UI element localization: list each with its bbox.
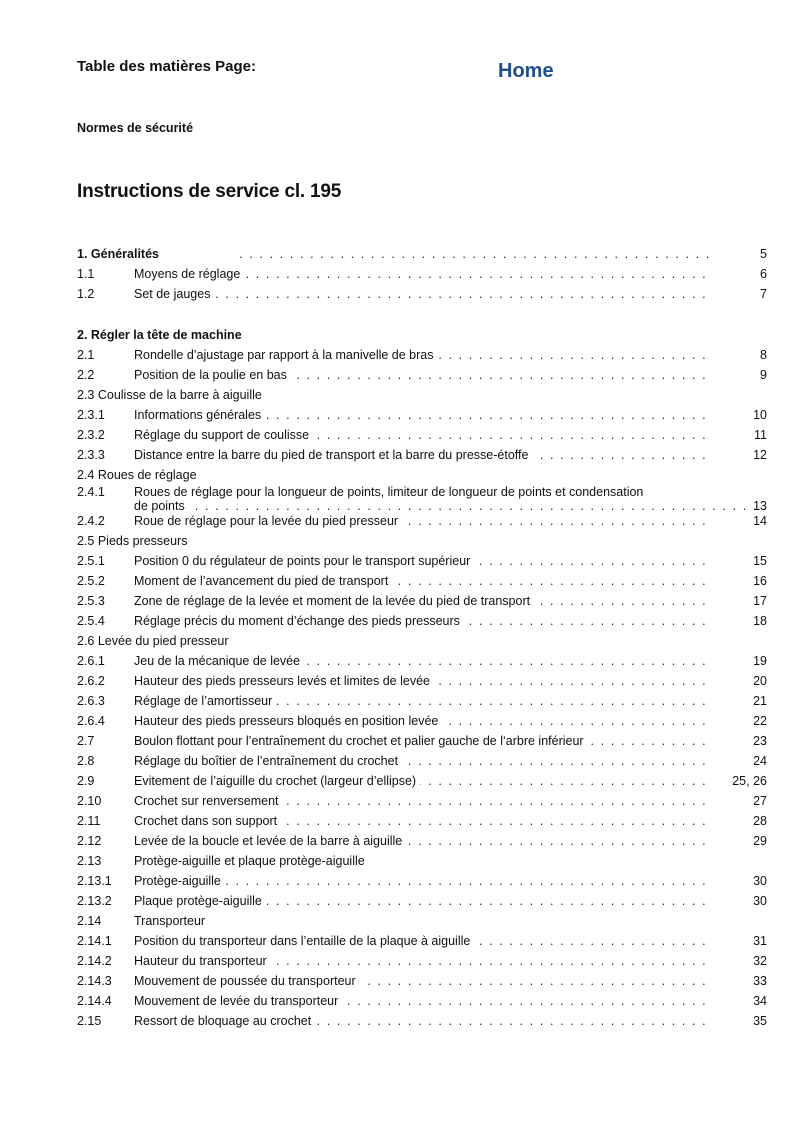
toc-entry (77, 631, 767, 651)
toc-entry-number: 2.11 (77, 814, 101, 828)
toc-entry-title: Distance entre la barre du pied de transport et la barre du presse-étoffe . . . (134, 445, 709, 465)
toc-entry-page[interactable]: 23 (753, 734, 767, 748)
toc-entry-page[interactable]: 10 (753, 408, 767, 422)
toc-entry[interactable] (77, 264, 767, 284)
toc-entry-number: 2.3.2 (77, 428, 105, 442)
toc-entry-number: 2.6.4 (77, 714, 105, 728)
toc-entry[interactable] (77, 871, 767, 891)
toc-entry (77, 385, 767, 405)
toc-entry-number: 2.4.2 (77, 514, 105, 528)
toc-entry[interactable] (77, 711, 767, 731)
toc-entry-page[interactable]: 11 (754, 428, 767, 442)
toc-entry-page[interactable]: 13 (753, 499, 767, 513)
toc-entry-title: Mouvement de levée du transporteur . . . (134, 991, 709, 1011)
toc-entry (77, 465, 767, 485)
toc-entry-page[interactable]: 6 (760, 267, 767, 281)
toc-entry-number: 2.13 (77, 854, 102, 868)
toc-entry-number: 2.7 (77, 734, 95, 748)
safety-standards-title: Normes de sécurité (77, 121, 194, 135)
document-title: Instructions de service cl. 195 (77, 181, 342, 202)
toc-entry[interactable] (77, 791, 767, 811)
toc-entry-title: Jeu de la mécanique de levée . . . (134, 651, 709, 671)
toc-entry-number: 2.13.2 (77, 894, 112, 908)
toc-entry[interactable] (77, 931, 767, 951)
toc-entry-page[interactable]: 24 (753, 754, 767, 768)
toc-entry-title: Plaque protège-aiguille . . . (134, 891, 709, 911)
toc-entry-title: Position du transporteur dans l’entaille de la plaque à aiguille . . . (134, 931, 709, 951)
toc-entry-page[interactable]: 34 (753, 994, 767, 1008)
toc-entry-number: 2.4 Roues de réglage (77, 468, 197, 482)
toc-entry-page[interactable]: 28 (753, 814, 767, 828)
toc-entry-title: Hauteur du transporteur . . . (134, 951, 709, 971)
toc-entry[interactable] (77, 971, 767, 991)
toc-entry-number: 2.14 (77, 914, 102, 928)
toc-entry-number: 2.14.3 (77, 974, 112, 988)
toc-entry-page[interactable]: 29 (753, 834, 767, 848)
toc-entry-page[interactable]: 15 (753, 554, 767, 568)
toc-entry-title: Roues de réglage pour la longueur de points, limiteur de longueur de points et condensation de points . . . (134, 485, 767, 519)
toc-entry-number: 1.2 (77, 287, 95, 301)
toc-entry-page[interactable]: 27 (753, 794, 767, 808)
toc-entry-number: 2.5.2 (77, 574, 105, 588)
toc-entry-number: 2.5 Pieds presseurs (77, 534, 188, 548)
toc-entry-title: Réglage du boîtier de l’entraînement du crochet . . . (134, 751, 709, 771)
toc-entry-page[interactable]: 8 (760, 348, 767, 362)
toc-entry[interactable] (77, 445, 767, 465)
toc-entry-page[interactable]: 16 (753, 574, 767, 588)
toc-entry[interactable] (77, 611, 767, 631)
toc-entry-title: Réglage du support de coulisse . . . (134, 425, 709, 445)
toc-entry-title: Moment de l’avancement du pied de transport . . . (134, 571, 709, 591)
toc-entry-title: Protège-aiguille et plaque protège-aiguille (134, 851, 709, 871)
toc-entry-number: 2.9 (77, 774, 95, 788)
toc-entry-title: Set de jauges . . . (134, 284, 709, 304)
toc-header-title: Table des matières Page: (77, 58, 256, 75)
toc-entry[interactable] (77, 831, 767, 851)
toc-entry-page[interactable]: 30 (753, 894, 767, 908)
toc-entry[interactable] (77, 244, 767, 264)
toc-entry-page[interactable]: 12 (753, 448, 767, 462)
toc-entry[interactable] (77, 365, 767, 385)
toc-entry-number: 2.5.3 (77, 594, 105, 608)
toc-entry-title: Informations générales . . . (134, 405, 709, 425)
toc-entry-title: Réglage précis du moment d’échange des pieds presseurs . . . (134, 611, 709, 631)
toc-entry-page[interactable]: 18 (753, 614, 767, 628)
toc-entry-number: 2.6 Levée du pied presseur (77, 634, 229, 648)
toc-entry (77, 911, 767, 931)
toc-entry[interactable] (77, 1011, 767, 1031)
toc-entry-title: Levée de la boucle et levée de la barre à aiguille . . . (134, 831, 709, 851)
toc-entry[interactable] (77, 284, 767, 304)
toc-entry-page[interactable]: 14 (753, 514, 767, 528)
toc-entry-title: Mouvement de poussée du transporteur . . . (134, 971, 709, 991)
toc-entry (77, 325, 767, 345)
toc-entry-leader (229, 244, 709, 264)
toc-entry-page[interactable]: 25, 26 (732, 774, 767, 788)
toc-entry-title: Position de la poulie en bas . . . (134, 365, 709, 385)
toc-entry[interactable] (77, 345, 767, 365)
toc-entry-number: 2.5.4 (77, 614, 105, 628)
toc-entry-title: Réglage de l’amortisseur . . . (134, 691, 709, 711)
toc-entry-title: Boulon flottant pour l’entraînement du crochet et palier gauche de l‘arbre inférieur . . . (134, 731, 709, 751)
toc-entry-title: Transporteur (134, 911, 709, 931)
toc-entry-page[interactable]: 32 (753, 954, 767, 968)
toc-entry-number: 2.14.4 (77, 994, 112, 1008)
toc-entry[interactable] (77, 771, 767, 791)
toc-entry-title: Moyens de réglage . . . (134, 264, 709, 284)
toc-entry[interactable] (77, 731, 767, 751)
toc-entry-title: Zone de réglage de la levée et moment de la levée du pied de transport . . . (134, 591, 709, 611)
toc-entry-page[interactable]: 31 (753, 934, 767, 948)
toc-entry-number: 2.4.1 (77, 485, 105, 499)
toc-entry[interactable] (77, 991, 767, 1011)
toc-entry-number: 2.1 (77, 348, 95, 362)
toc-entry[interactable] (77, 751, 767, 771)
toc-entry-title: Evitement de l’aiguille du crochet (largeur d’ellipse) . . . (134, 771, 709, 791)
toc-entry-page[interactable]: 5 (760, 247, 767, 261)
toc-entry-title: Roue de réglage pour la levée du pied presseur . . . (134, 511, 709, 531)
toc-entry-number: 2.3 Coulisse de la barre à aiguille (77, 388, 262, 402)
toc-entry-number: 2.3.3 (77, 448, 105, 462)
toc-entry-number: 2.14.1 (77, 934, 112, 948)
toc-entry-title: Hauteur des pieds presseurs bloqués en position levée . . . (134, 711, 709, 731)
toc-entry-number: 2.14.2 (77, 954, 112, 968)
toc-entry-number: 2. Régler la tête de machine (77, 328, 242, 342)
toc-entry[interactable] (77, 591, 767, 611)
toc-entry-title: Rondelle d’ajustage par rapport à la manivelle de bras . . . (134, 345, 709, 365)
toc-entry-page[interactable]: 35 (753, 1014, 767, 1028)
toc-entry[interactable] (77, 571, 767, 591)
toc-entry[interactable] (77, 651, 767, 671)
toc-entry-page[interactable]: 17 (753, 594, 767, 608)
toc-entry[interactable] (77, 425, 767, 445)
toc-entry-number: 2.6.2 (77, 674, 105, 688)
toc-entry-number: 2.5.1 (77, 554, 105, 568)
toc-entry-page[interactable]: 9 (760, 368, 767, 382)
toc-entry-number: 1.1 (77, 267, 95, 281)
toc-entry-number: 2.10 (77, 794, 102, 808)
toc-entry[interactable] (77, 891, 767, 911)
toc-entry[interactable] (77, 405, 767, 425)
toc-entry[interactable] (77, 811, 767, 831)
home-link[interactable]: Home (498, 60, 554, 82)
toc-entry-page[interactable]: 19 (753, 654, 767, 668)
toc-entry[interactable] (77, 511, 767, 531)
toc-entry[interactable] (77, 951, 767, 971)
toc-entry-number: 2.2 (77, 368, 95, 382)
toc-entry (77, 531, 767, 551)
toc-entry-number: 2.6.1 (77, 654, 105, 668)
toc-entry-number: 2.6.3 (77, 694, 105, 708)
toc-entry-title: Hauteur des pieds presseurs levés et limites de levée . . . (134, 671, 709, 691)
toc-entry[interactable] (77, 551, 767, 571)
toc-entry-page[interactable]: 21 (753, 694, 767, 708)
toc-entry-title: Crochet sur renversement . . . (134, 791, 709, 811)
toc-entry-page[interactable]: 7 (760, 287, 767, 301)
toc-entry-number: 2.15 (77, 1014, 102, 1028)
toc-entry-number: 2.13.1 (77, 874, 112, 888)
toc-entry-number: 2.8 (77, 754, 95, 768)
toc-entry-number: 1. Généralités (77, 247, 159, 261)
toc-entry (77, 851, 767, 871)
toc-entry[interactable] (77, 691, 767, 711)
toc-entry-title: Position 0 du régulateur de points pour le transport supérieur . . . (134, 551, 709, 571)
toc-entry-title: Protège-aiguille . . . (134, 871, 709, 891)
toc-entry-number: 2.12 (77, 834, 102, 848)
toc-entry-title: Ressort de bloquage au crochet . . . (134, 1011, 709, 1031)
toc-entry[interactable] (77, 671, 767, 691)
toc-entry-page[interactable]: 33 (753, 974, 767, 988)
toc-entry-number: 2.3.1 (77, 408, 105, 422)
toc-entry-page[interactable]: 30 (753, 874, 767, 888)
toc-entry-page[interactable]: 22 (753, 714, 767, 728)
toc-entry-title: Crochet dans son support . . . (134, 811, 709, 831)
toc-entry-page[interactable]: 20 (753, 674, 767, 688)
